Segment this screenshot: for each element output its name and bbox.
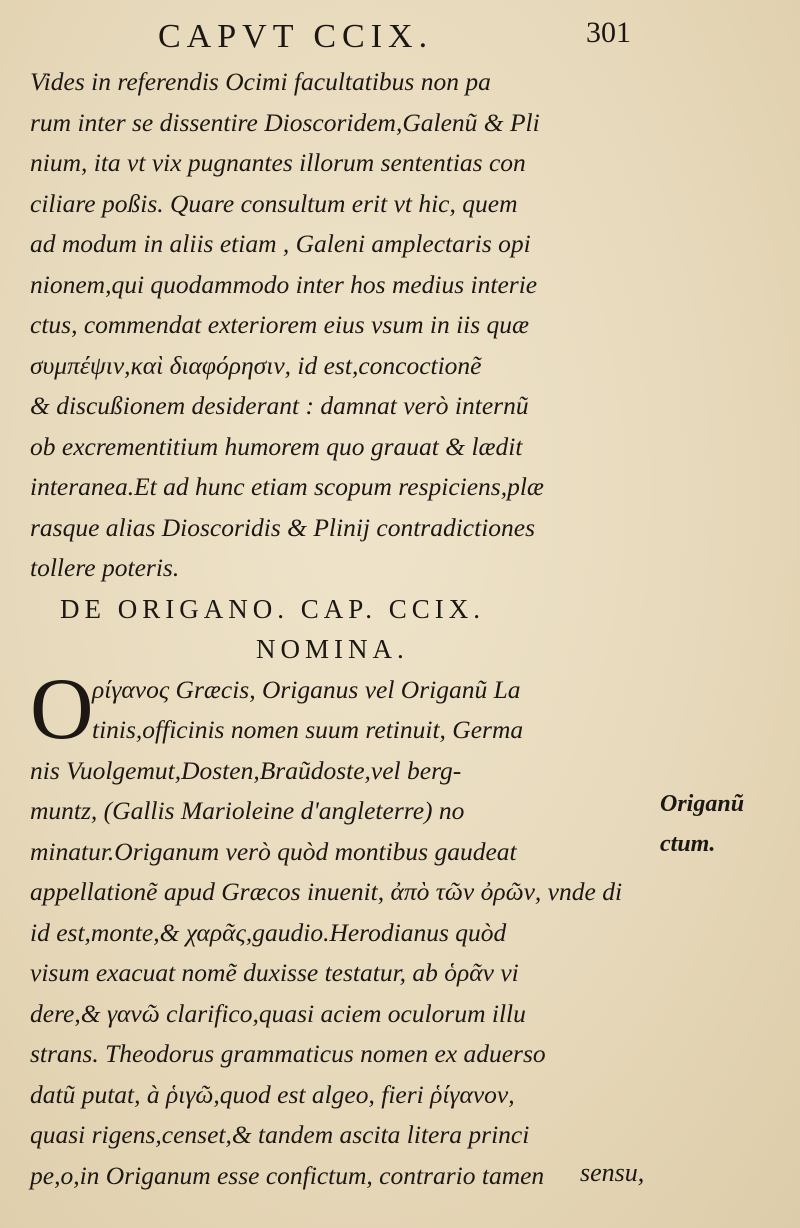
text-line: appellationẽ apud Græcos inuenit, ἀπὸ τῶν ὀρῶν, vnde di (30, 877, 623, 906)
running-head: CAPVT CCIX. (158, 18, 434, 55)
text-line: rasque alias Dioscoridis & Plinij contradictiones (30, 512, 536, 542)
text-line: strans. Theodorus grammaticus nomen ex aduerso (30, 1039, 546, 1068)
text-line: ρίγανος Græcis, Origanus vel Origanũ La (92, 674, 521, 704)
margin-note: Origanũ (660, 791, 745, 817)
text-line: συμπέψιν,καὶ διαφόρησιν, id est,concoctionẽ (30, 350, 482, 380)
text-line: ctus, commendat exteriorem eius vsum in iis quæ (30, 310, 530, 339)
text-line: interanea.Et ad hunc etiam scopum respiciens,plæ (30, 472, 544, 501)
text-line: rum inter se dissentire Dioscoridem,Galenũ & Pli (30, 107, 540, 137)
text-line: id est,monte,& χαρᾶς,gaudio.Herodianus quòd (30, 917, 507, 947)
text-line: ob excrementitium humorem quo grauat & lædit (30, 431, 523, 461)
text-line: nium, ita vt vix pugnantes illorum sententias con (30, 148, 526, 177)
text-line: nionem,qui quodammodo inter hos medius interie (30, 269, 538, 299)
text-line: ad modum in aliis etiam , Galeni amplectaris opi (30, 229, 531, 258)
margin-notes (660, 784, 800, 864)
text-line: & discußionem desiderant : damnat verò internũ (30, 391, 529, 420)
text-line: muntz, (Gallis Marioleine d'angleterre) no (30, 796, 465, 825)
page-number: 301 (586, 16, 631, 49)
margin-note: ctum. (660, 831, 716, 857)
text-line: quasi rigens,censet,& tandem ascita litera princi (30, 1120, 530, 1149)
text-line: minatur.Origanum verò quòd montibus gaudeat (30, 836, 517, 866)
text-block (30, 62, 670, 1196)
text-line: datũ putat, à ῥιγῶ,quod est algeo, fieri ῥίγανον, (30, 1079, 515, 1109)
text-line: dere,& γανῶ clarifico,quasi aciem oculorum illu (30, 998, 526, 1028)
chapter-heading: DE ORIGANO. CAP. CCIX. (60, 593, 486, 624)
text-line: tollere poteris. (30, 553, 180, 582)
drop-cap-paragraph (30, 660, 670, 758)
text-line: visum exacuat nomẽ duxisse testatur, ab ὁρᾶν vi (30, 958, 519, 987)
text-line: nis Vuolgemut,Dosten,Braũdoste,vel berg- (30, 755, 462, 785)
catchword: sensu, (580, 1158, 645, 1187)
text-line: tinis,officinis nomen suum retinuit, Germa (92, 715, 524, 744)
section-heading: NOMINA. (256, 634, 409, 664)
text-line: ciliare poßis. Quare consultum erit vt hic, quem (30, 188, 518, 218)
drop-cap: O (30, 660, 94, 758)
text-line: Vides in referendis Ocimi facultatibus non pa (30, 67, 491, 96)
text-line: pe,o,in Origanum esse confictum, contrario tamen (30, 1160, 545, 1190)
